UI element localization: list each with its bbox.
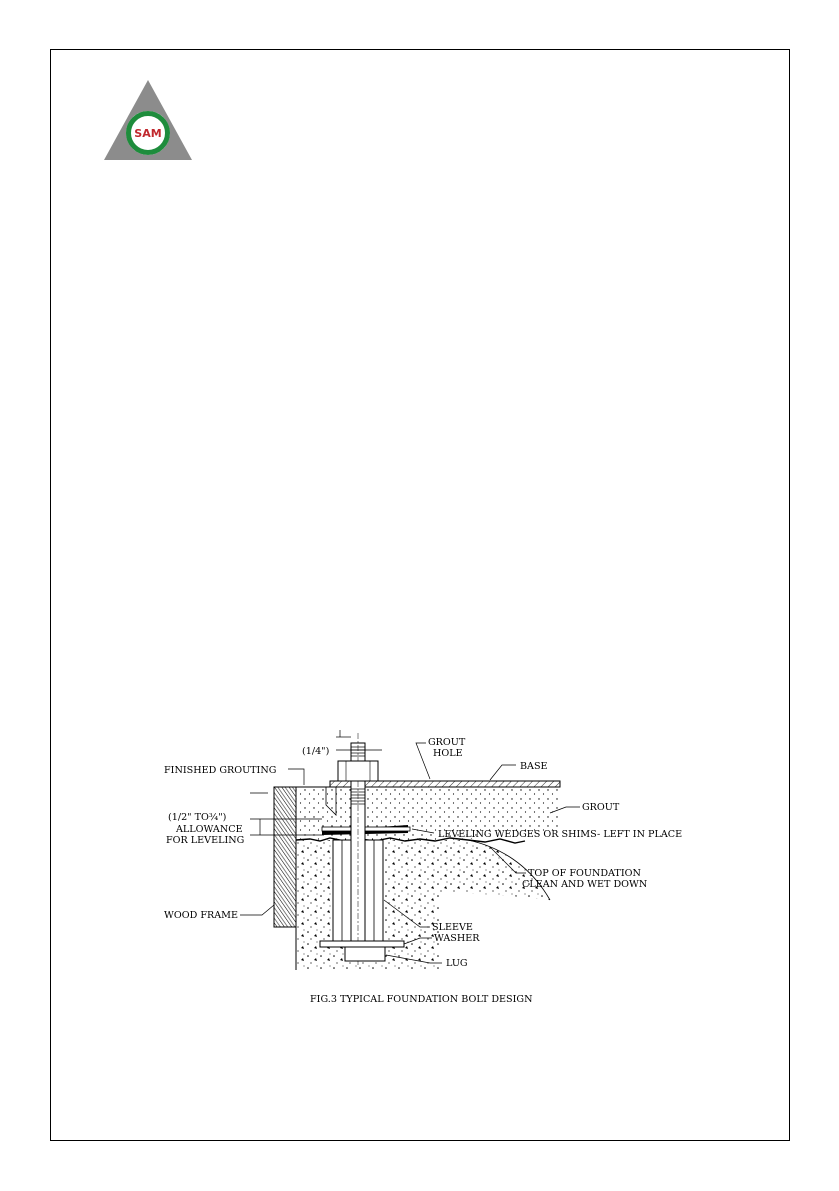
logo-text: SAM (134, 127, 162, 140)
label-allowance-3: FOR LEVELING (166, 835, 245, 846)
label-grout: GROUT (582, 802, 620, 813)
label-gap: (1/4") (302, 746, 330, 757)
wood-frame (274, 787, 296, 927)
label-wood-frame: WOOD FRAME (164, 910, 238, 921)
label-leveling: LEVELING WEDGES OR SHIMS- LEFT IN PLACE (438, 829, 683, 840)
figure-caption: FIG.3 TYPICAL FOUNDATION BOLT DESIGN (310, 994, 533, 1005)
label-top-of-foundation-2: CLEAN AND WET DOWN (522, 879, 648, 890)
label-finished-grouting: FINISHED GROUTING (164, 765, 277, 776)
label-grout-hole-1: GROUT (428, 737, 466, 748)
washer (320, 941, 404, 947)
label-base: BASE (520, 761, 548, 772)
foundation-bolt-diagram (150, 725, 710, 1015)
label-lug: LUG (446, 958, 468, 969)
label-grout-hole-2: HOLE (433, 748, 463, 759)
label-top-of-foundation-1: TOP OF FOUNDATION (528, 868, 641, 879)
label-sleeve: SLEEVE (432, 922, 473, 933)
label-allowance-2: ALLOWANCE (176, 824, 243, 835)
label-allowance-1: (1/2" TO¾") (168, 812, 227, 823)
label-washer: WASHER (434, 933, 480, 944)
top-nut (338, 761, 378, 781)
sam-logo (103, 79, 193, 161)
lug (345, 947, 385, 961)
